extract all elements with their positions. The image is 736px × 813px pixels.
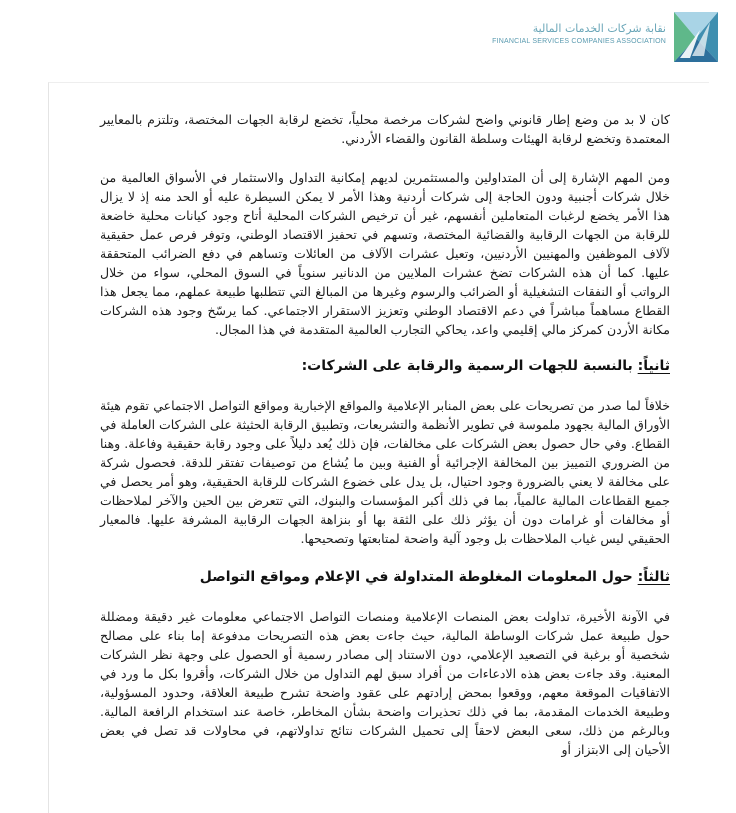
section-number: ثانياً: <box>637 358 670 374</box>
section-title: حول المعلومات المغلوطة المتداولة في الإعلام ومواقع التواصل <box>199 569 633 585</box>
paragraph-misinformation: في الآونة الأخيرة، تداولت بعض المنصات الإعلامية ومنصات التواصل الاجتماعي معلومات غير دقيقة ومضللة حول طبيعة عمل شركات الوساطة المالية، حيث جاءت بعض هذه التصريحات مدفوعة إما بناء على مصالح شخصية أو برغبة في التصعيد الإعلامي، دون الاستناد إلى مصادر رسمية أو الحصول على وجهة نظر الشركات المعنية. وقد جاءت بعض هذه الادعاءات من أفراد سبق لهم التداول من خلال الشركات، وأقروا بكل ما ورد في الاتفاقيات الموقعة معهم، ووقعوا بمحض إرادتهم على عقود واضحة تشرح طبيعة العلاقة، وحدود المسؤولية، وطبيعة الخدمات المقدمة، بما في ذلك تحذيرات واضحة بشأن المخاطر، خاصة عند استخدام الرافعة المالية. وبالرغم من ذلك، سعى البعض لاحقاً إلى تحميل الشركات نتائج تداولاتهم، في محاولات قد تصل في بعض الأحيان إلى الابتزاز أو <box>100 609 670 757</box>
paragraph-local-companies: ومن المهم الإشارة إلى أن المتداولين والمستثمرين لديهم إمكانية التداول والاستثمار في الأسواق العالمية من خلال شركات أجنبية ودون الحاجة إلى شركات أردنية وهذا الأمر لا يمكن السيطرة عليه أو الحد منه إذ لا يزال هذا الأمر يخضع لرغبات المتعاملين أنفسهم، غير أن ترخيص الشركات المحلية أتاح وجود كيانات محلية خاضعة للرقابة من الجهات الرقابية والقضائية المختصة، وتسهم في تحفيز الاقتصاد الوطني، وتوفر فرص عمل حقيقية لآلاف الموظفين والمهنيين الأردنيين، وتعيل عشرات الآلاف من العائلات وتساهم في دفع الضرائب المتحققة عليها. كما أن هذه الشركات تضخ عشرات الملايين من الدنانير سنوياً في السوق المحلي، سواء من خلال الرواتب أو النفقات التشغيلية أو الضرائب والرسوم وغيرها من المبالغ التي تتطلبها طبيعة عملهم، مما يجعل هذا القطاع مساهماً مباشراً في دعم الاقتصاد الوطني وتعزيز الاستقرار الاجتماعي. كما يرسّخ وجود هذه الشركات مكانة الأردن كمركز مالي إقليمي واعد، يحاكي التجارب العالمية المتقدمة في هذا المجال. <box>100 170 670 337</box>
paragraph-regulatory-oversight: خلافاً لما صدر من تصريحات على بعض المنابر الإعلامية والمواقع الإخبارية ومواقع التواصل الاجتماعي تقوم هيئة الأوراق المالية بجهود ملموسة في تطوير الأنظمة والتشريعات، وتطبيق الرقابة الحثيثة على الشركات العاملة في القطاع. وفي حال حصول بعض الشركات على مخالفات، فإن ذلك يُعد دليلاً على وجود رقابة حقيقية وفاعلة. وهنا من الضروري التمييز بين المخالفة الإجرائية أو الفنية وبين ما يُشاع من توصيفات تفتقر للدقة. فحصول شركة على مخالفة لا يعني بالضرورة وجود احتيال، بل يدل على خضوع الشركات للرقابة الحقيقية، وهو أمر يحصل في جميع القطاعات المالية عالمياً، بما في ذلك أكبر المؤسسات والبنوك، التي تتعرض بين الحين والآخر لملاحظات أو مخالفات أو غرامات دون أن يؤثر ذلك على الثقة بها أو بنزاهة الجهات الرقابية المشرفة عليها. فالمعيار الحقيقي ليس غياب الملاحظات بل وجود آلية واضحة لمتابعتها وتصحيحها. <box>100 398 670 546</box>
org-name-block <box>492 22 666 45</box>
letterhead <box>0 0 736 80</box>
section-heading-regulators <box>100 357 670 376</box>
document-body <box>100 110 670 779</box>
section-heading-misinformation <box>100 568 670 587</box>
org-name-arabic: نقابة شركات الخدمات المالية <box>532 22 666 35</box>
section-title: بالنسبة للجهات الرسمية والرقابة على الشركات: <box>301 358 633 374</box>
section-number: ثالثاً: <box>637 569 670 585</box>
org-name-english: FINANCIAL SERVICES COMPANIES ASSOCIATION <box>492 38 666 45</box>
paragraph-legal-framework: كان لا بد من وضع إطار قانوني واضح لشركات مرخصة محلياً، تخضع لرقابة الجهات المختصة، وتلتزم بالمعايير المعتمدة وتخضع لرقابة الهيئات وسلطة القانون والقضاء الأردني. <box>100 112 670 146</box>
association-logo-icon <box>670 8 722 66</box>
